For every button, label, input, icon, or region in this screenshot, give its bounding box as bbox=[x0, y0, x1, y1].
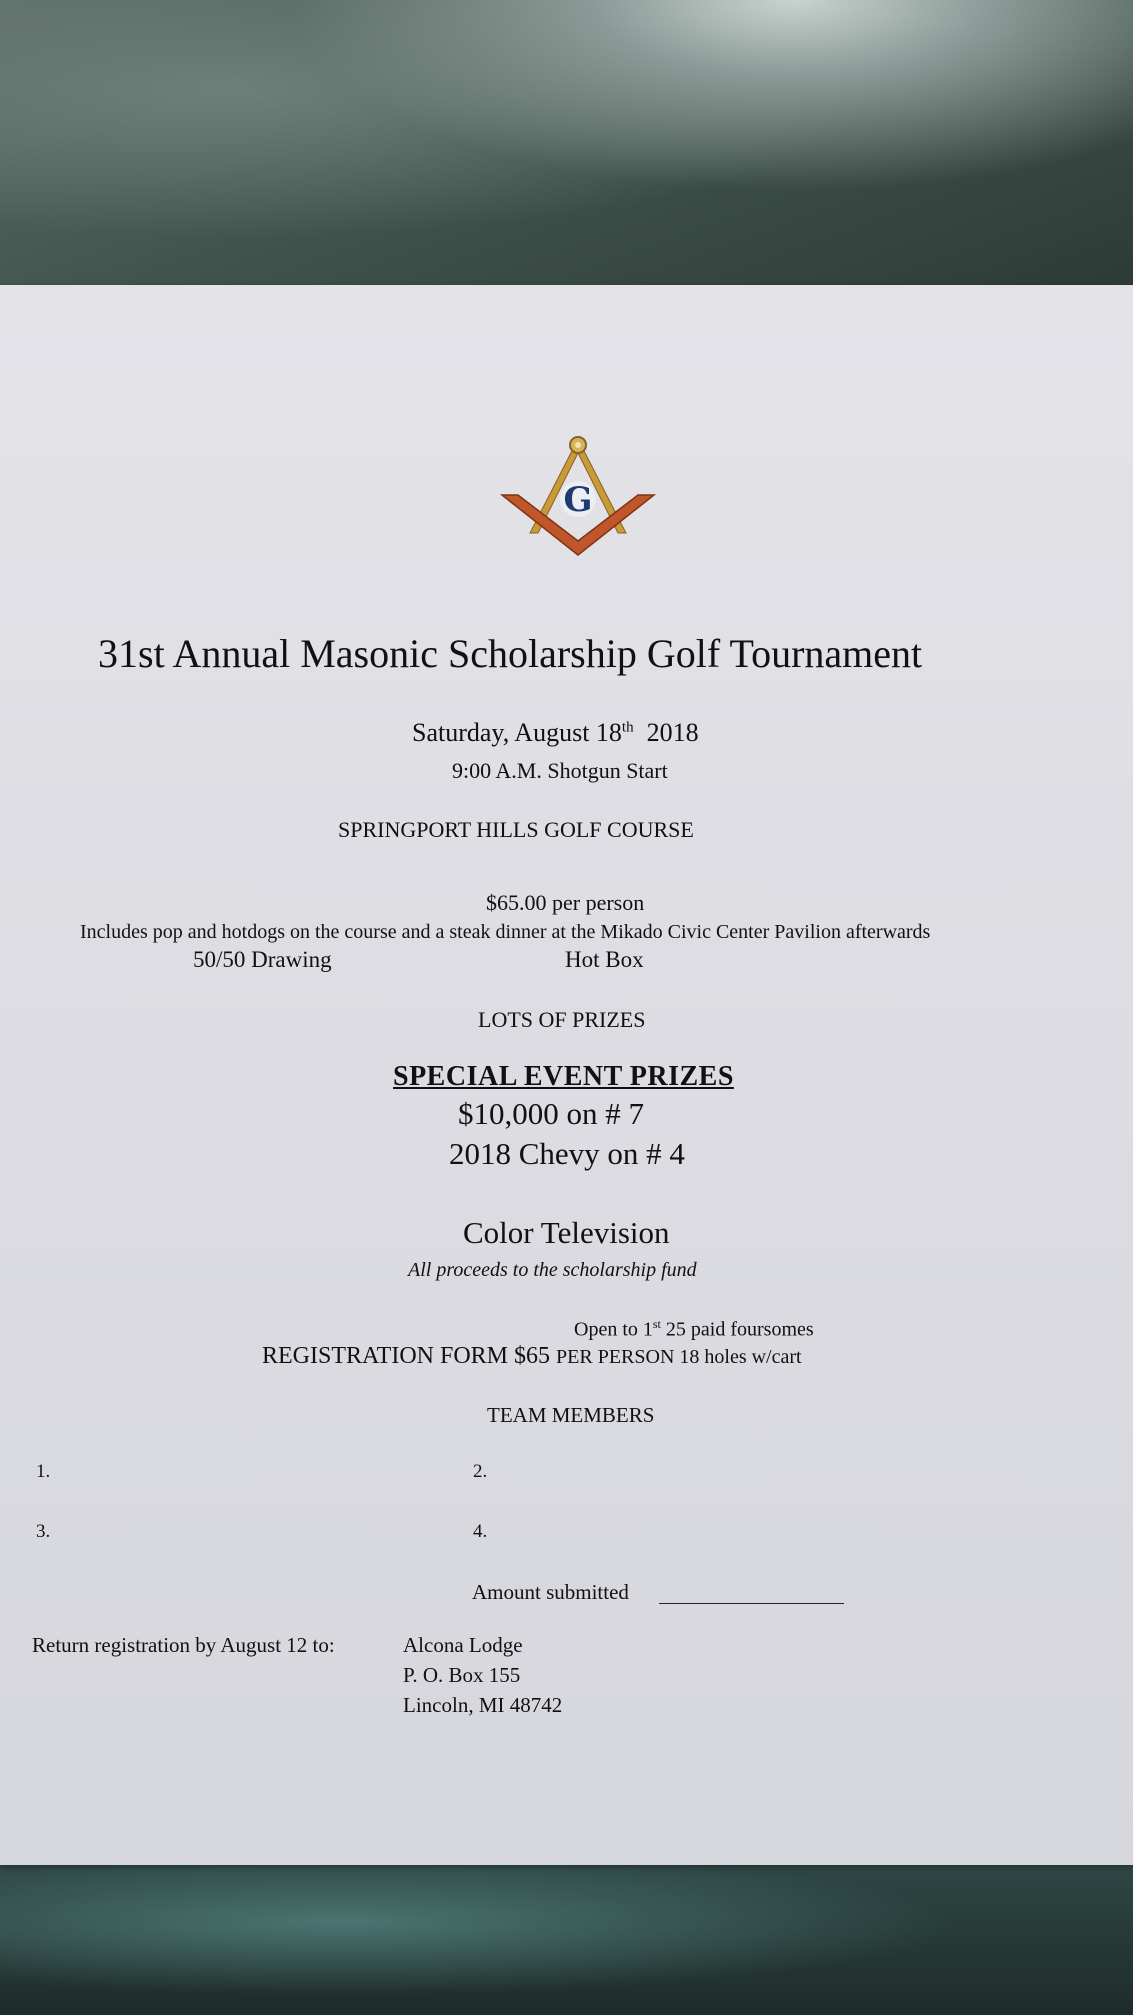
drawing-text: 50/50 Drawing bbox=[193, 947, 332, 972]
proceeds-note: All proceeds to the scholarship fund bbox=[408, 1259, 697, 1281]
open-to-foursomes bbox=[574, 1317, 814, 1342]
event-date-day: Saturday, August 18 bbox=[412, 718, 622, 747]
amount-submitted-blank[interactable] bbox=[659, 1603, 844, 1604]
team-member-2[interactable]: 2. bbox=[473, 1461, 488, 1482]
price-per-person: $65.00 per person bbox=[486, 890, 645, 915]
logo-letter: G bbox=[563, 480, 593, 520]
course-name: SPRINGPORT HILLS GOLF COURSE bbox=[338, 817, 694, 842]
background-glass-bottom bbox=[0, 1860, 1133, 2015]
prize-television: Color Television bbox=[463, 1215, 670, 1250]
hot-box-text: Hot Box bbox=[565, 947, 644, 972]
address-line-1: Alcona Lodge bbox=[403, 1633, 523, 1657]
open-suffix: st bbox=[652, 1317, 661, 1331]
team-member-1[interactable]: 1. bbox=[36, 1461, 51, 1482]
prize-car: 2018 Chevy on # 4 bbox=[449, 1136, 685, 1171]
flyer-page bbox=[0, 285, 1133, 1865]
registration-details: PER PERSON 18 holes w/cart bbox=[556, 1346, 802, 1368]
address-line-2: P. O. Box 155 bbox=[403, 1663, 521, 1687]
address-line-3: Lincoln, MI 48742 bbox=[403, 1693, 563, 1717]
includes-text: Includes pop and hotdogs on the course and a steak dinner at the Mikado Civic Center Pavilion afterwards bbox=[80, 921, 931, 943]
start-time: 9:00 A.M. Shotgun Start bbox=[452, 758, 668, 783]
team-member-4[interactable]: 4. bbox=[473, 1521, 488, 1542]
prize-cash: $10,000 on # 7 bbox=[458, 1096, 644, 1131]
event-date-suffix: th bbox=[621, 719, 634, 736]
square-and-compasses-icon bbox=[498, 433, 658, 563]
background-glass-top bbox=[0, 0, 1133, 300]
amount-submitted-label: Amount submitted bbox=[472, 1580, 629, 1604]
registration-main: REGISTRATION FORM $65 bbox=[262, 1343, 551, 1369]
event-date-year: 2018 bbox=[646, 718, 699, 747]
open-post: 25 paid foursomes bbox=[665, 1318, 814, 1341]
team-member-3[interactable]: 3. bbox=[36, 1521, 51, 1542]
lots-of-prizes: LOTS OF PRIZES bbox=[478, 1007, 646, 1032]
page-title: 31st Annual Masonic Scholarship Golf Tournament bbox=[98, 631, 923, 676]
open-pre: Open to 1 bbox=[574, 1318, 653, 1341]
return-registration-label: Return registration by August 12 to: bbox=[32, 1633, 335, 1657]
registration-form-heading bbox=[262, 1343, 802, 1370]
special-event-heading: SPECIAL EVENT PRIZES bbox=[393, 1061, 734, 1092]
event-date bbox=[412, 718, 699, 748]
team-members-heading: TEAM MEMBERS bbox=[487, 1403, 655, 1427]
